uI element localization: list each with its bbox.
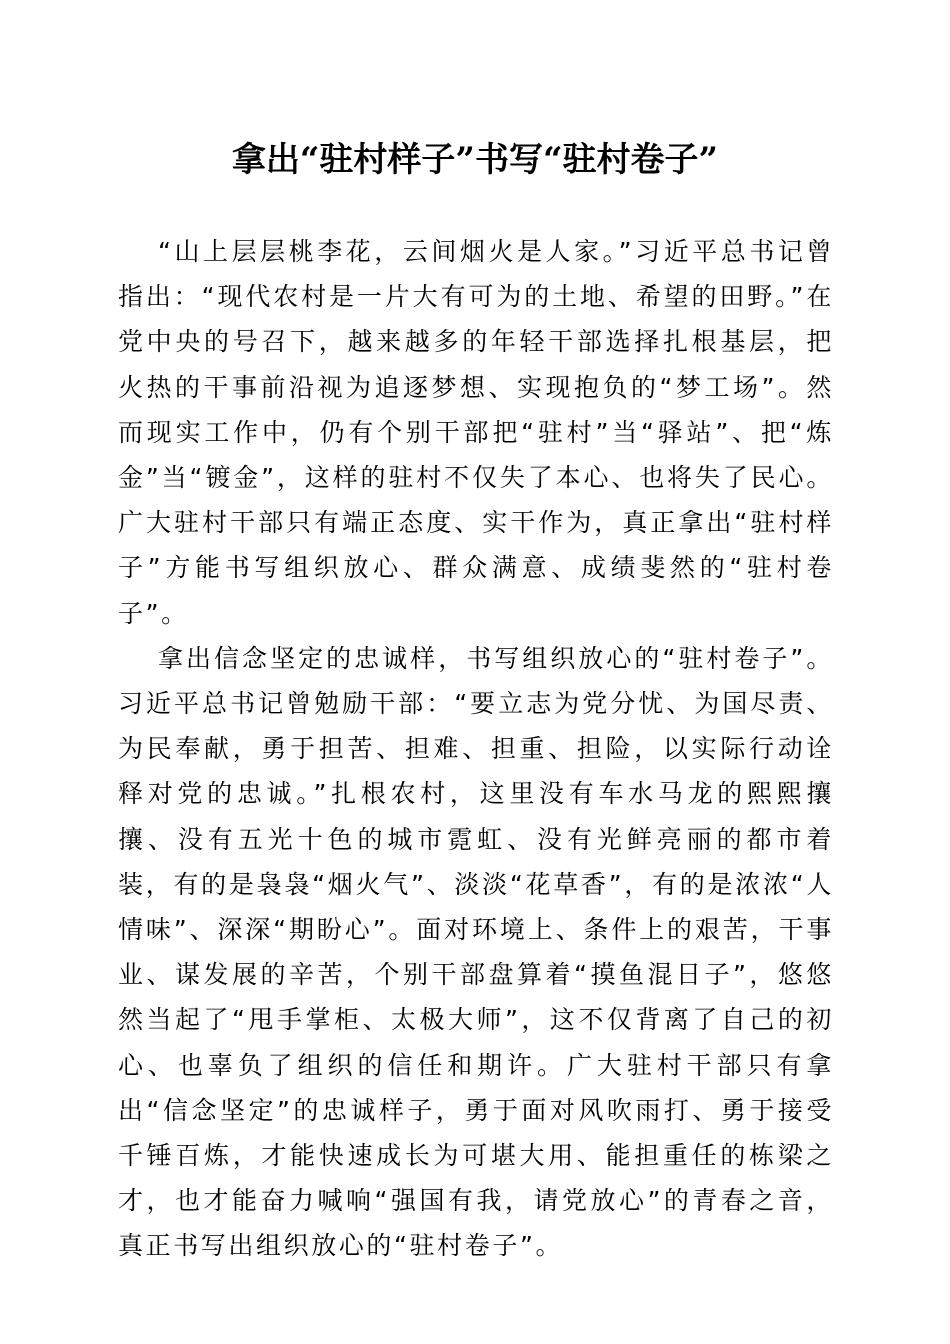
document-title: 拿出“驻村样子”书写“驻村卷子” (231, 140, 719, 180)
paragraph-loyalty: 拿出信念坚定的忠诚样，书写组织放心的“驻村卷子”。习近平总书记曾勉励干部：“要立志为党分忧、为国尽责、为民奉献，勇于担苦、担难、担重、担险，以实际行动诠释对党的忠诚。”扎根农村，这里没有车水马龙的熙熙攘攘、没有五光十色的城市霓虹、没有光鲜亮丽的都市着装，有的是袅袅“烟火气”、淡淡“花草香”，有的是浓浓“人情味”、深深“期盼心”。面对环境上、条件上的艰苦，干事业、谋发展的辛苦，个别干部盘算着“摸鱼混日子”，悠悠然当起了“甩手掌柜、太极大师”，这不仅背离了自己的初心、也辜负了组织的信任和期许。广大驻村干部只有拿出“信念坚定”的忠诚样子，勇于面对风吹雨打、勇于接受千锤百炼，才能快速成长为可堪大用、能担重任的栋梁之才，也才能奋力喊响“强国有我，请党放心”的青春之音，真正书写出组织放心的“驻村卷子”。 (118, 643, 834, 1261)
paragraph-intro: “山上层层桃李花，云间烟火是人家。”习近平总书记曾指出：“现代农村是一片大有可为的土地、希望的田野。”在党中央的号召下，越来越多的年轻干部选择扎根基层，把火热的干事前沿视为追逐梦想、实现抱负的“梦工场”。然而现实工作中，仍有个别干部把“驻村”当“驿站”、把“炼金”当“镀金”，这样的驻村不仅失了本心、也将失了民心。广大驻村干部只有端正态度、实干作为，真正拿出“驻村样子”方能书写组织放心、群众满意、成绩斐然的“驻村卷子”。 (118, 237, 834, 628)
document-body (118, 229, 834, 1269)
